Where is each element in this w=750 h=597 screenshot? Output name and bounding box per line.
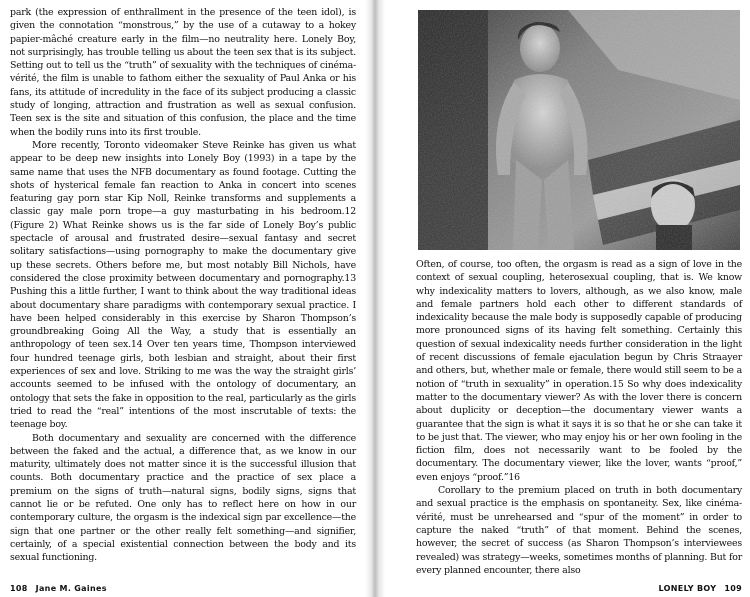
left-page-body bbox=[10, 6, 356, 564]
running-head-author: Jane M. Gaines bbox=[35, 584, 107, 593]
left-page bbox=[0, 0, 372, 597]
right-page-body bbox=[416, 258, 742, 577]
right-page bbox=[378, 0, 750, 597]
figure-photo bbox=[418, 10, 740, 250]
paragraph: Corollary to the premium placed on truth in both documentary and sexual practice is the emphasis on spontaneity. Sex, like cinéma-vérité, must be unrehearsed and “spur of the moment” in order to capture the naked “truth” of that moment. Behind the scenes, however, the secret of success (as Sharon Thompson’s interviewees revealed) was strategy—weeks, sometimes months of planning. But for every planned encounter, there also bbox=[416, 485, 742, 576]
page-number: 109 bbox=[724, 584, 742, 593]
running-head-title: LONELY BOY bbox=[658, 584, 717, 593]
paragraph: Often, of course, too often, the orgasm is read as a sign of love in the context of sexual coupling, heterosexual coupling, that is. We know why indexicality matters to lovers, although, as we also know, male and female partners hold each other to different standards of indexicality because the male body is supposedly capable of producing more pronounced signs of its having felt something. Certainly this question of sexual indexicality needs further consideration in the light of recent discussions of female ejaculation begun by Chris Straayer and others, but, whether male or female, there would still seem to be a notion of “truth in sexuality” in operation.15 So why does indexicality matter to the documentary viewer? As with the lover there is concern about duplicity or deception—the documentary viewer wants a guarantee that the sign is what it says it is so that he or she can take it to be just that. The viewer, who may enjoy his or her own fooling in the fiction film, does not necessarily want to be fooled by the documentary. The documentary viewer, like the lover, wants “proof,” even enjoys “proof.”16 bbox=[416, 259, 742, 483]
right-folio bbox=[659, 584, 742, 593]
page-number: 108 bbox=[10, 584, 28, 593]
paragraph: More recently, Toronto videomaker Steve Reinke has given us what appear to be deep new insights into Lonely Boy (1993) in a tape by the same name that uses the NFB documentary as found footage. Cutting the shots of hysterical female fan reaction to Anka in concert into scenes featuring gay porn star Kip Noll, Reinke transforms and supplements a classic gay male porn trope—a guy masturbating in his bedroom.12 (Figure 2) What Reinke shows us is the far side of Lonely Boy’s public spectacle of arousal and frustrated desire—sexual fantasy and secret solitary satisfactions—using pornography to make the documentary give up these secrets. Others before me, but most notably Bill Nichols, have considered the close proximity between documentary and pornography.13 Pushing this a little further, I want to think about the way traditional ideas about documentary share paradigms with contemporary sexual practice. I have been helped considerably in this exercise by Sharon Thompson’s groundbreaking Going All the Way, a study that is essentially an anthropology of teen sex.14 Over ten years time, Thompson interviewed four hundred teenage girls, both lesbian and straight, about their first experiences of sex and love. Striking to me was the way the straight girls’ accounts seemed to be infused with the ontology of documentary, an ontology that sets the fake in opposition to the real, particularly as the girls tried to read the “real” intentions of the most inscrutable of texts: the teenage boy. bbox=[10, 139, 356, 431]
left-folio bbox=[10, 584, 107, 593]
paragraph: park (the expression of enthrallment in the presence of the teen idol), is given the connotation “monstrous,” by the use of a cutaway to a hokey papier-mâché creature early in the film—no neutrality here. Lonely Boy, not surprisingly, has trouble telling us about the teen sex that is its subject. Setting out to tell us the “truth” of sexuality with the techniques of cinéma-vérité, the film is unable to fathom either the sexuality of Paul Anka or his fans, its attitude of incredulity in the face of its subject producing a classic study of longing, attraction and frustration as well as sexual confusion. Teen sex is the site and situation of this confusion, the place and the time when the bodily runs into its first trouble. bbox=[10, 7, 356, 138]
paragraph: Both documentary and sexuality are concerned with the difference between the faked and the actual, a difference that, as we know in our maturity, ultimately does not matter since it is the successful illusion that counts. Both documentary practice and the practice of sex place a premium on the signs of truth—natural signs, bodily signs, signs that cannot lie or be refuted. One only has to reflect here on how in our contemporary culture, the orgasm is the indexical sign par excellence—the sign that one partner or the other really felt something—and signifier, certainly, of a special existential connection between the body and its sexual functioning. bbox=[10, 432, 356, 564]
film-still-image bbox=[418, 10, 740, 250]
